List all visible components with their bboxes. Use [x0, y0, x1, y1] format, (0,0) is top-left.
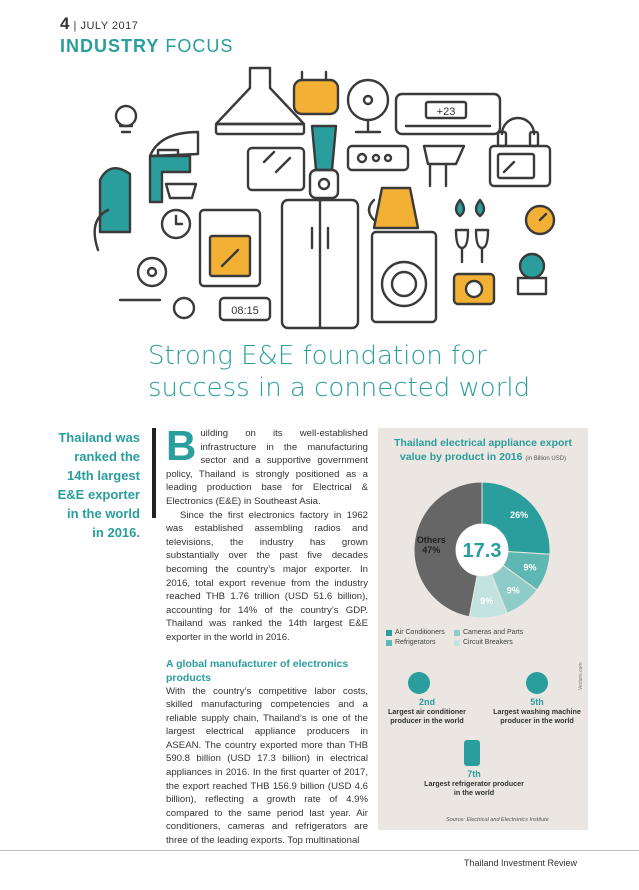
page-header [60, 14, 233, 57]
paragraph-1-text: uilding on its well-established infrastructure in the manufacturing sector and a supportive government policy, Thailand is strongly positioned as a leading production base for Electrical & Electronics (E&E) in Southeast Asia. [166, 428, 368, 507]
pie-label-air-conditioners: 26% [510, 510, 529, 521]
pull-quote-line: in 2016. [92, 525, 140, 540]
pie-center-value: 17.3 [462, 540, 502, 562]
paragraph-1 [166, 422, 368, 509]
speaker-icon [138, 258, 166, 286]
quote-divider [152, 428, 156, 518]
stove-icon [348, 146, 408, 170]
footer-divider [0, 850, 639, 851]
article-headline [148, 340, 568, 404]
appliances-illustration [80, 60, 560, 340]
kitchen-scale-icon [526, 206, 554, 234]
section-title-light: FOCUS [165, 36, 234, 56]
legend-item: Circuit Breakers [454, 638, 544, 648]
section-title-bold: INDUSTRY [60, 36, 160, 56]
section-title [60, 36, 233, 57]
pull-quote-line: Thailand was [58, 430, 140, 445]
pie-label-cameras-and-parts: 9% [523, 562, 537, 573]
pie-chart [378, 466, 588, 636]
television-icon [248, 148, 304, 190]
chart-title [378, 436, 588, 466]
page-number: 4 [60, 14, 70, 33]
rank-washing-machine [490, 698, 584, 725]
chart-source: Source: Electrical and Electronics Institute [446, 817, 549, 823]
rank-refrigerator [424, 770, 524, 797]
camera-icon [454, 274, 494, 304]
pull-quote-line: E&E exporter [57, 487, 140, 502]
headline-line-1: Strong E&E foundation for [148, 341, 487, 371]
legend-swatch [386, 630, 392, 636]
rank-label: Largest air conditioner producer in the world [388, 707, 466, 725]
wall-clock-icon [162, 210, 190, 238]
article-subhead: A global manufacturer of electronics products [166, 657, 349, 684]
wine-glasses-icon [456, 230, 488, 262]
infographic-panel [378, 428, 588, 830]
legend-item: Cameras and Parts [454, 628, 544, 638]
image-credit: Vectors.com [578, 662, 584, 690]
headphones-icon [498, 118, 538, 146]
air-conditioner-badge-icon [408, 672, 430, 694]
food-processor-icon [518, 254, 546, 294]
rank-label: Largest refrigerator producer in the world [424, 779, 524, 797]
fan-icon [348, 80, 388, 132]
iron-icon [150, 132, 198, 156]
legend-item: Air Conditioners [386, 628, 454, 638]
pull-quote [40, 428, 140, 542]
rank-number: 5th [530, 697, 544, 707]
range-hood-icon [216, 68, 304, 134]
headline-line-2: success in a connected world [148, 373, 531, 403]
legend-swatch [386, 640, 392, 646]
issue-line [60, 14, 233, 34]
blender-icon [310, 126, 338, 198]
pull-quote-line: in the world [67, 506, 140, 521]
chart-title-line-1: Thailand electrical appliance export [394, 437, 572, 449]
refrigerator-badge-icon [464, 740, 480, 766]
drop-cap: B [166, 422, 197, 469]
rank-air-conditioner [382, 698, 472, 725]
hand-mixer-icon [424, 146, 464, 186]
legend-swatch [454, 640, 460, 646]
refrigerator-icon [282, 200, 358, 328]
legend-item: Refrigerators [386, 638, 454, 648]
hose-icon [120, 298, 194, 318]
stand-mixer-icon [150, 156, 196, 202]
rank-label: Largest washing machine producer in the world [493, 707, 581, 725]
microwave-icon [490, 146, 550, 186]
oven-icon [200, 210, 260, 286]
article-body [166, 422, 368, 848]
pull-quote-line: ranked the [74, 449, 140, 464]
light-bulb-icon [116, 106, 136, 132]
washing-machine-icon [372, 232, 436, 322]
legend-swatch [454, 630, 460, 636]
pie-label-circuit-breakers: 9% [480, 595, 494, 606]
pull-quote-line: 14th largest [67, 468, 140, 483]
footer-publication: Thailand Investment Review [463, 858, 577, 868]
ac-display: +23 [436, 106, 456, 118]
water-drops-icon [456, 200, 484, 216]
chart-legend [386, 628, 544, 648]
issue-date: | JULY 2017 [73, 20, 139, 32]
toaster-icon [294, 72, 338, 114]
rank-number: 7th [467, 769, 481, 779]
pie-label-refrigerators: 9% [506, 585, 520, 596]
chart-unit: (in Billion USD) [525, 456, 567, 462]
washing-machine-badge-icon [526, 672, 548, 694]
paragraph-3: With the country’s competitive labor costs, skilled manufacturing competencies and a reliable supply chain, Thailand’s is one of the largest electrical appliance producers in ASEAN. The country exported more than THB 590.8 billion (USD 17.3 billion) in electrical appliances in 2016. In the first quarter of 2017, the export reached THB 156.9 billion (USD 4.6 billion), reflecting a growth rate of 4.9% compared to the same period last year. Air conditioners, cameras and refrigerators are three of the leading exports. Top multinational [166, 685, 368, 847]
chart-title-line-2: value by product in 2016 [399, 451, 523, 463]
vacuum-cleaner-icon [95, 168, 130, 250]
kettle-icon [369, 188, 418, 228]
paragraph-2: Since the first electronics factory in 1962 was established assembling radios and televisions, the industry has grown substantially over the past five decades becoming the country’s major exporter. In 2016, total export revenue from the industry reached THB 1.76 trillion (USD 51.6 billion), accounting for 14% of the country’s GDP. Thailand was ranked the 14th largest E&E exporter in the world in 2016. [166, 509, 368, 643]
pie-label-others: Others 47% [416, 535, 446, 556]
rank-number: 2nd [418, 697, 435, 707]
clock-display: 08:15 [231, 305, 259, 317]
